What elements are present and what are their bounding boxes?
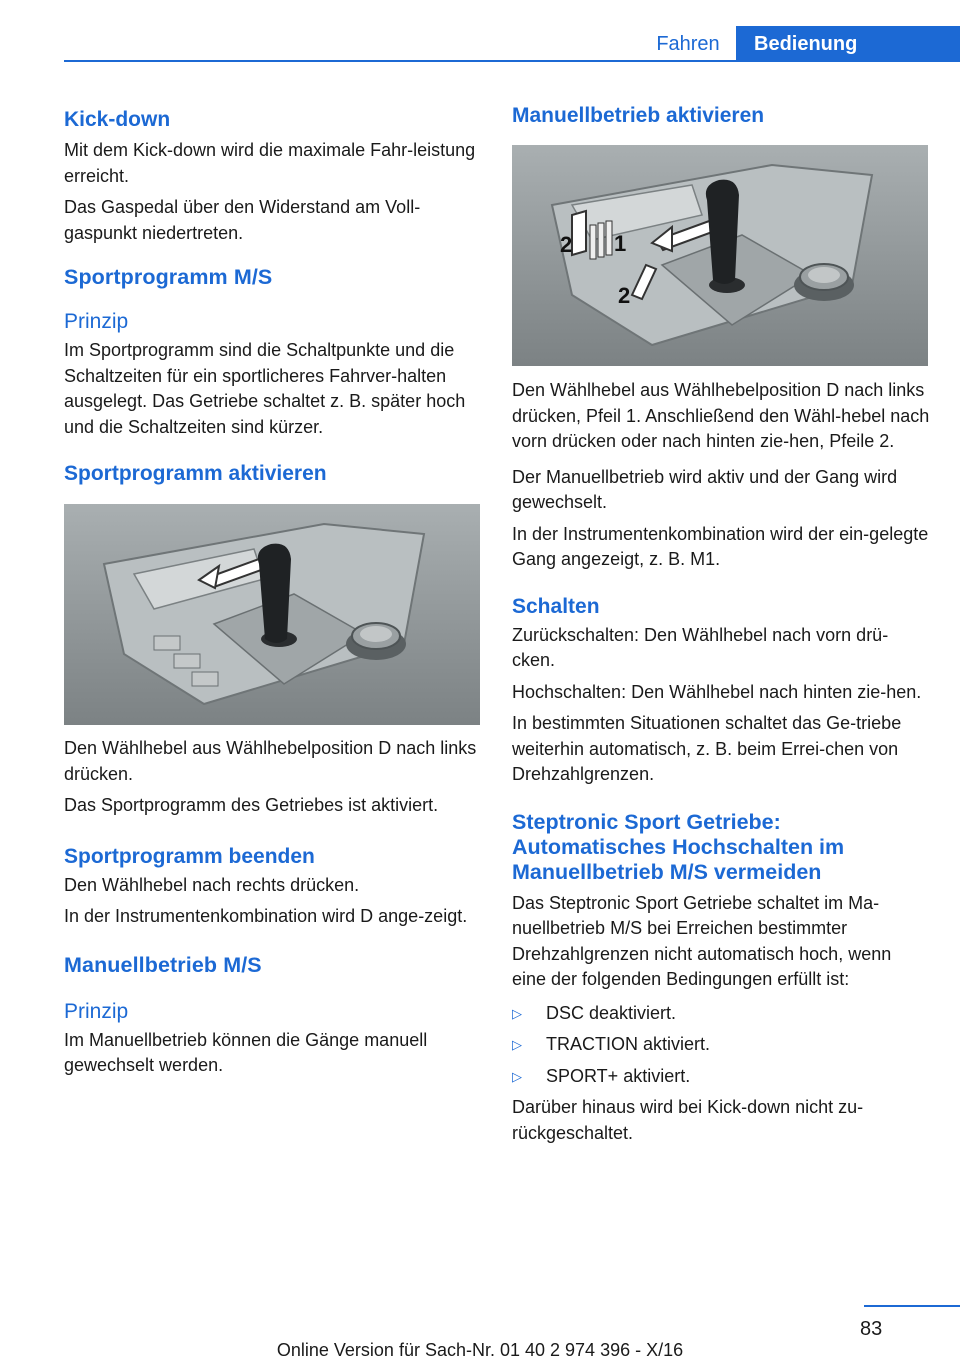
heading-manual-aktivieren: Manuellbetrieb aktivieren — [512, 104, 765, 127]
list-item — [512, 1001, 930, 1027]
list-item-text: SPORT+ aktiviert. — [546, 1065, 691, 1086]
sport-aktivieren-text-2: Das Sportprogramm des Getriebes ist aktiviert. — [64, 795, 439, 815]
gear-selector-arrows-illustration — [512, 145, 928, 366]
heading-kickdown: Kick-down — [64, 108, 171, 131]
heading-manual-prinzip: Prinzip — [64, 999, 129, 1023]
manual-aktivieren-text-3: In der Instrumentenkombination wird der ein-gelegte Gang angezeigt, z. B. M1. — [512, 523, 929, 569]
heading-sport-beenden: Sportprogramm beenden — [64, 844, 315, 868]
list-item-text: TRACTION aktiviert. — [546, 1034, 711, 1054]
figure-manual-aktivieren — [512, 145, 928, 366]
heading-schalten: Schalten — [512, 594, 600, 618]
kickdown-text-2: Das Gaspedal über den Widerstand am Voll-gaspunkt niedertreten. — [64, 197, 421, 243]
closing-text: Darüber hinaus wird bei Kick-down nicht zu-rückgeschaltet. — [512, 1097, 864, 1143]
list-item — [512, 1064, 930, 1090]
schalten-text-1: Zurückschalten: Den Wählhebel nach vorn drü-cken. — [512, 624, 889, 670]
steptronic-text: Das Steptronic Sport Getriebe schaltet im Ma-nuellbetrieb M/S bei Erreichen bestimmter Drehzahlgrenzen nicht automatisch hoch, wenn eine der folgenden Bedingungen erfüllt ist: — [512, 892, 892, 989]
header-tab-fahren: Fahren — [656, 33, 720, 55]
sport-beenden-text-2: In der Instrumentenkombination wird D ange-zeigt. — [64, 906, 468, 926]
triangle-bullet-icon: ▷ — [512, 1005, 522, 1021]
schalten-text-3: In bestimmten Situationen schaltet das Ge-triebe weiterhin automatisch, z. B. beim Errei-chen von Drehzahlgrenzen. — [512, 713, 902, 784]
heading-steptronic: Steptronic Sport Getriebe: Automatisches Hochschalten im Manuellbetrieb M/S vermeiden — [512, 809, 845, 884]
condition-list — [512, 1001, 930, 1090]
triangle-bullet-icon: ▷ — [512, 1068, 522, 1084]
list-item-text: DSC deaktiviert. — [546, 1002, 677, 1023]
footer-divider — [864, 1305, 960, 1307]
heading-sport-aktivieren: Sportprogramm aktivieren — [64, 462, 327, 485]
page-number: 83 — [860, 1318, 883, 1340]
manual-prinzip-text: Im Manuellbetrieb können die Gänge manuell gewechselt werden. — [64, 1029, 428, 1075]
left-column — [64, 100, 482, 1079]
arrow-label-2-bottom: 2 — [618, 283, 631, 308]
footer-online-version: Online Version für Sach-Nr. 01 40 2 974 396 - X/16 — [276, 1340, 684, 1360]
right-column — [512, 100, 930, 1146]
sport-aktivieren-text-1: Den Wählhebel aus Wählhebelposition D nach links drücken. — [64, 738, 477, 784]
heading-sport-prinzip: Prinzip — [64, 310, 129, 333]
schalten-text-2: Hochschalten: Den Wählhebel nach hinten zie-hen. — [512, 681, 922, 702]
kickdown-text-1: Mit dem Kick-down wird die maximale Fahr-leistung erreicht. — [64, 140, 476, 186]
gear-selector-illustration — [64, 504, 480, 725]
manual-aktivieren-text-2: Der Manuellbetrieb wird aktiv und der Gang wird gewechselt. — [512, 466, 898, 512]
heading-manuellbetrieb: Manuellbetrieb M/S — [64, 952, 262, 977]
arrow-label-1: 1 — [614, 231, 627, 256]
sport-beenden-text-1: Den Wählhebel nach rechts drücken. — [64, 874, 360, 895]
sport-prinzip-text: Im Sportprogramm sind die Schaltpunkte und die Schaltzeiten für ein sportlicheres Fahrver-halten ausgelegt. Das Getriebe schaltet z. B. später hoch und die Schaltzeiten sind kürzer. — [64, 340, 466, 437]
header-divider — [64, 60, 960, 62]
heading-sportprogramm: Sportprogramm M/S — [64, 265, 273, 289]
manual-aktivieren-text-1: Den Wählhebel aus Wählhebelposition D nach links drücken, Pfeil 1. Anschließend den Wähl-hebel nach vorn drücken oder nach hinten zie-hen, Pfeile 2. — [512, 380, 930, 451]
header-tab-bedienung: Bedienung — [736, 26, 960, 62]
arrow-label-2-top: 2 — [560, 232, 573, 257]
triangle-bullet-icon: ▷ — [512, 1037, 522, 1052]
list-item — [512, 1032, 930, 1058]
figure-sport-aktivieren — [64, 504, 480, 725]
